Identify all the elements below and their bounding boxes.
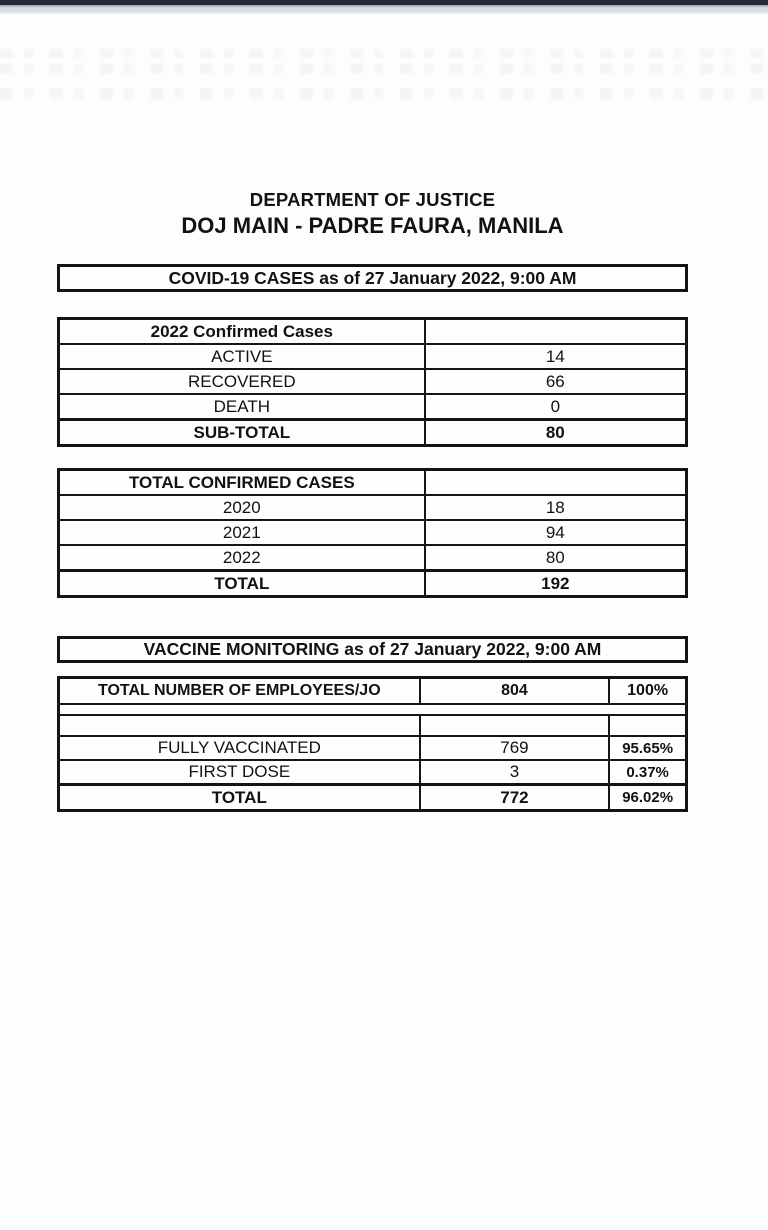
table-row-active xyxy=(59,344,687,369)
row-label: DEATH xyxy=(59,394,425,420)
row-label: TOTAL NUMBER OF EMPLOYEES/JO xyxy=(59,678,420,705)
row-label: 2020 xyxy=(59,495,425,520)
row-value: 14 xyxy=(425,344,687,369)
row-value: 769 xyxy=(420,736,610,760)
table-row-employees xyxy=(59,678,687,705)
table-row-recovered xyxy=(59,369,687,394)
empty-cell xyxy=(420,715,610,736)
table-title-cell: 2022 Confirmed Cases xyxy=(59,319,425,345)
vaccine-monitoring-banner-text: VACCINE MONITORING as of 27 January 2022, 9:00 AM xyxy=(143,639,602,659)
table-row-first-dose xyxy=(59,760,687,785)
table-row-total xyxy=(59,785,687,811)
total-label: SUB-TOTAL xyxy=(59,420,425,446)
empty-cell xyxy=(425,319,687,345)
row-value: 3 xyxy=(420,760,610,785)
vaccine-monitoring-banner xyxy=(57,636,688,663)
covid-cases-banner xyxy=(57,264,688,292)
empty-cell xyxy=(59,704,687,715)
vaccine-table xyxy=(57,676,688,812)
total-label: TOTAL xyxy=(59,571,425,597)
table-row-death xyxy=(59,394,687,420)
total-confirmed-table xyxy=(57,468,688,598)
empty-cell xyxy=(59,715,420,736)
row-value: 0 xyxy=(425,394,687,420)
org-title: DEPARTMENT OF JUSTICE xyxy=(249,189,496,210)
row-label: FULLY VACCINATED xyxy=(59,736,420,760)
row-value: 18 xyxy=(425,495,687,520)
bleedthrough-text-row xyxy=(0,64,768,74)
total-value: 192 xyxy=(425,571,687,597)
total-value: 80 xyxy=(425,420,687,446)
total-label: TOTAL xyxy=(59,785,420,811)
table-row-2020 xyxy=(59,495,687,520)
row-label: RECOVERED xyxy=(59,369,425,394)
row-label: ACTIVE xyxy=(59,344,425,369)
empty-cell xyxy=(425,470,687,496)
row-label: 2021 xyxy=(59,520,425,545)
table-row-fully-vaccinated xyxy=(59,736,687,760)
confirmed-2022-table xyxy=(57,317,688,447)
table-header-row xyxy=(59,319,687,345)
row-percent: 95.65% xyxy=(609,736,686,760)
row-percent: 100% xyxy=(609,678,686,705)
row-value: 94 xyxy=(425,520,687,545)
empty-cell xyxy=(609,715,686,736)
table-row-subtotal xyxy=(59,420,687,446)
table-row-2021 xyxy=(59,520,687,545)
org-location: DOJ MAIN - PADRE FAURA, MANILA xyxy=(181,213,564,238)
bleedthrough-text-row xyxy=(0,88,768,99)
row-percent: 0.37% xyxy=(609,760,686,785)
spacer-row-spanning xyxy=(59,704,687,715)
row-label: FIRST DOSE xyxy=(59,760,420,785)
row-value: 80 xyxy=(425,545,687,571)
bleedthrough-text-row xyxy=(0,49,768,58)
total-value: 772 xyxy=(420,785,610,811)
table-row-2022 xyxy=(59,545,687,571)
row-value: 66 xyxy=(425,369,687,394)
table-header-row xyxy=(59,470,687,496)
photo-edge-strip xyxy=(0,5,768,14)
row-value: 804 xyxy=(420,678,610,705)
table-title-cell: TOTAL CONFIRMED CASES xyxy=(59,470,425,496)
spacer-row xyxy=(59,715,687,736)
table-row-total xyxy=(59,571,687,597)
row-label: 2022 xyxy=(59,545,425,571)
total-percent: 96.02% xyxy=(609,785,686,811)
covid-cases-banner-text: COVID-19 CASES as of 27 January 2022, 9:00 AM xyxy=(168,267,577,288)
